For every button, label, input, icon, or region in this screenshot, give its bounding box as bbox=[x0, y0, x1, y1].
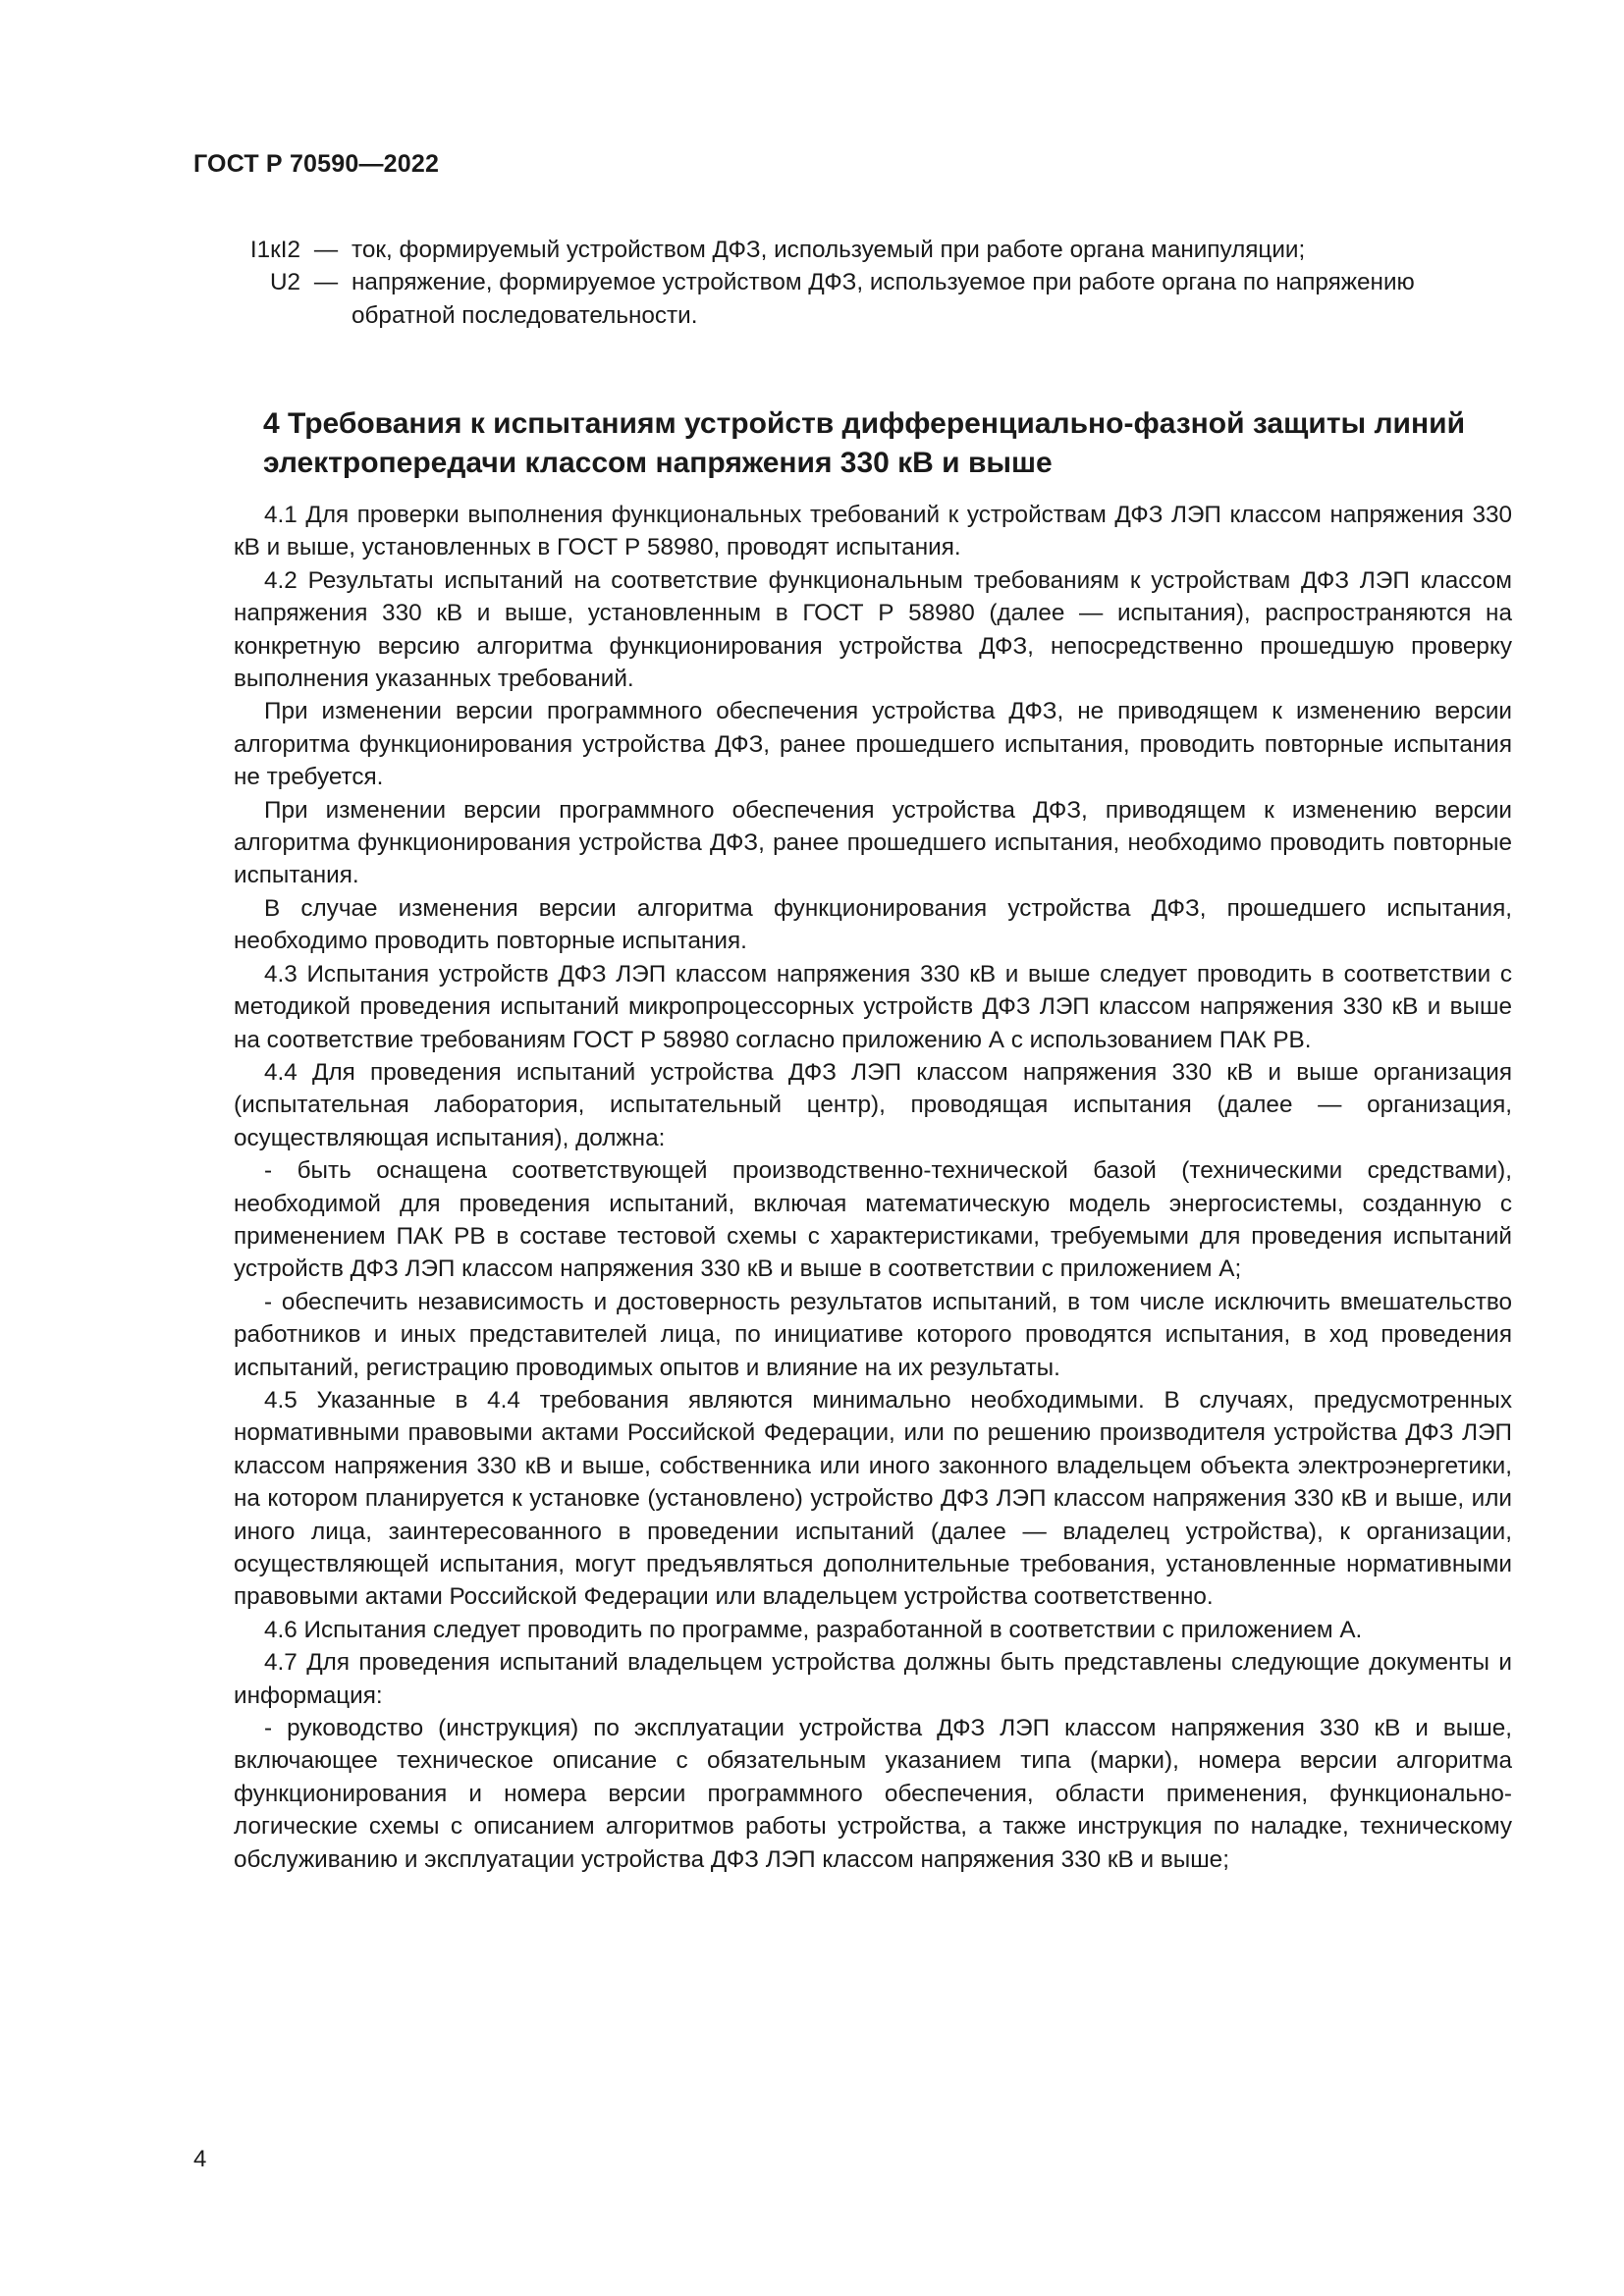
paragraph: В случае изменения версии алгоритма функционирования устройства ДФЗ, прошедшего испытания, необходимо проводить повторные испытания. bbox=[234, 894, 1512, 955]
section-body bbox=[234, 499, 1512, 1876]
paragraph-4-4: 4.4 Для проведения испытаний устройства ДФЗ ЛЭП классом напряжения 330 кВ и выше организация (испытательная лаборатория, испытательный центр), проводящая испытания (далее — организация, осуществляющая испытания), должна: bbox=[234, 1058, 1512, 1151]
paragraph-4-7: 4.7 Для проведения испытаний владельцем устройства должны быть представлены следующие документы и информация: bbox=[234, 1649, 1512, 1709]
document-code-header: ГОСТ Р 70590—2022 bbox=[193, 150, 440, 178]
page-number: 4 bbox=[193, 2146, 207, 2172]
list-item: - обеспечить независимость и достоверность результатов испытаний, в том числе исключить вмешательство работников и иных представителей лица, по инициативе которого проводятся испытания, в ход проведения испытаний, регистрацию проводимых опытов и влияние на их результаты. bbox=[234, 1288, 1512, 1381]
definition-item bbox=[193, 266, 1509, 332]
section-title: 4 Требования к испытаниям устройств дифференциально-фазной защиты линий электропередачи классом напряжения 330 кВ и выше bbox=[263, 407, 1466, 479]
definition-text: напряжение, формируемое устройством ДФЗ, используемое при работе органа по напряжению обратной последовательности. bbox=[352, 269, 1415, 329]
paragraph-4-6: 4.6 Испытания следует проводить по программе, разработанной в соответствии с приложением А. bbox=[264, 1616, 1363, 1643]
list-item: - быть оснащена соответствующей производственно-технической базой (техническими средствами), необходимой для проведения испытаний, включая математическую модель энергосистемы, созданную с применением ПАК РВ в составе тестовой схемы с характеристиками, требуемыми для проведения испытаний устройств ДФЗ ЛЭП классом напряжения 330 кВ и выше в соответствии с приложением А; bbox=[234, 1157, 1512, 1283]
paragraph-4-2: 4.2 Результаты испытаний на соответствие функциональным требованиям к устройствам ДФЗ ЛЭП классом напряжения 330 кВ и выше, установленным в ГОСТ Р 58980 (далее — испытания), распространяются на конкретную версию алгоритма функционирования устройства ДФЗ, непосредственно прошедшую проверку выполнения указанных требований. bbox=[234, 566, 1512, 693]
definition-term: U2 bbox=[269, 269, 300, 296]
definitions-list bbox=[193, 234, 1509, 332]
definition-item bbox=[193, 234, 1509, 266]
paragraph-4-3: 4.3 Испытания устройств ДФЗ ЛЭП классом напряжения 330 кВ и выше следует проводить в соответствии с методикой проведения испытаний микропроцессорных устройств ДФЗ ЛЭП классом напряжения 330 кВ и выше на соответствие требованиям ГОСТ Р 58980 согласно приложению А с использованием ПАК РВ. bbox=[234, 960, 1512, 1053]
paragraph: При изменении версии программного обеспечения устройства ДФЗ, не приводящем к изменению версии алгоритма функционирования устройства ДФЗ, ранее прошедшего испытания, проводить повторные испытания не требуется. bbox=[234, 698, 1512, 791]
definition-dash: — bbox=[313, 269, 339, 296]
list-item: - руководство (инструкция) по эксплуатации устройства ДФЗ ЛЭП классом напряжения 330 кВ и выше, включающее техническое описание с обязательным указанием типа (марки), номера версии алгоритма функционирования и номера версии программного обеспечения, области применения, функционально-логические схемы с описанием алгоритмов работы устройства, а также инструкция по наладке, техническому обслуживанию и эксплуатации устройства ДФЗ ЛЭП классом напряжения 330 кВ и выше; bbox=[234, 1715, 1512, 1873]
definition-term: I1кI2 bbox=[249, 237, 300, 263]
paragraph: При изменении версии программного обеспечения устройства ДФЗ, приводящем к изменению версии алгоритма функционирования устройства ДФЗ, ранее прошедшего испытания, необходимо проводить повторные испытания. bbox=[234, 796, 1512, 889]
paragraph-4-5: 4.5 Указанные в 4.4 требования являются минимально необходимыми. В случаях, предусмотренных нормативными правовыми актами Российской Федерации, или по решению производителя устройства ДФЗ ЛЭП классом напряжения 330 кВ и выше, собственника или иного законного владельцем объекта электроэнергетики, на котором планируется к установке (установлено) устройство ДФЗ ЛЭП классом напряжения 330 кВ и выше, или иного лица, заинтересованного в проведении испытаний (далее — владелец устройства), к организации, осуществляющей испытания, могут предъявляться дополнительные требования, установленные нормативными правовыми актами Российской Федерации или владельцем устройства соответственно. bbox=[234, 1386, 1512, 1611]
definition-dash: — bbox=[313, 237, 339, 263]
paragraph-4-1: 4.1 Для проверки выполнения функциональных требований к устройствам ДФЗ ЛЭП классом напряжения 330 кВ и выше, установленных в ГОСТ Р 58980, проводят испытания. bbox=[234, 502, 1512, 561]
definition-text: ток, формируемый устройством ДФЗ, используемый при работе органа манипуляции; bbox=[352, 237, 1306, 263]
